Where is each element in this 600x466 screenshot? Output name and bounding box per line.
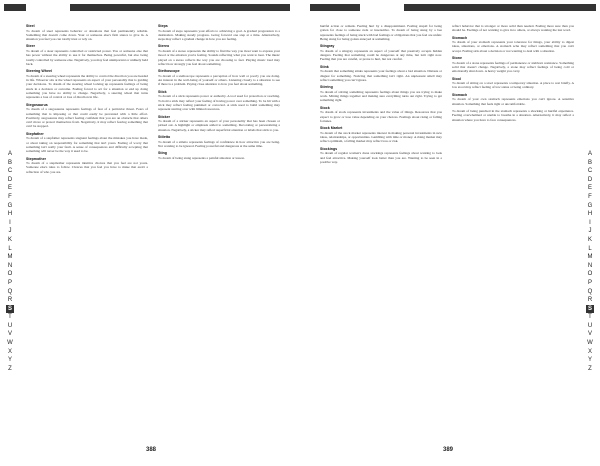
index-letter-b[interactable]: B xyxy=(7,159,12,166)
entry-definition: To dream of steel represents behavior or situations that feel permanently reliable. Something that doesn't come down. Your or someone else's firm stance to give in. A situation you feel you can totally trust or rely on. xyxy=(26,28,148,42)
entry-definition: To dream of sitting on a stool represents a temporary situation. A place to rest briefly. A low stool may reflect feeling of low status or being ordinary. xyxy=(452,81,574,90)
index-letter-p[interactable]: P xyxy=(7,279,12,286)
entry-term: Sticker xyxy=(158,114,170,119)
alphabet-index xyxy=(586,150,594,373)
index-letter-b[interactable]: B xyxy=(587,159,592,166)
dictionary-entry xyxy=(26,69,148,99)
right-page xyxy=(300,0,600,466)
index-letter-i[interactable]: I xyxy=(589,219,591,226)
index-letter-y[interactable]: Y xyxy=(7,357,12,364)
index-letter-w[interactable]: W xyxy=(587,340,593,347)
dictionary-entry xyxy=(158,90,280,112)
entry-definition: To dream of a steer represents controlled or restricted power. You or someone else that has power without the ability to use it for themselves. Being powerful, but also being totally controlled by someone else. Negatively, you may feel unimportant or unlikely held back. xyxy=(26,49,148,66)
index-letter-q[interactable]: Q xyxy=(7,288,13,295)
index-letter-x[interactable]: X xyxy=(587,348,592,355)
index-letter-z[interactable]: Z xyxy=(588,365,592,372)
entry-term: Steel xyxy=(26,24,35,28)
entry-term: Steps xyxy=(158,24,168,28)
page-number: 388 xyxy=(146,447,157,453)
entry-term: Stone xyxy=(452,56,462,61)
entry-definition: To dream of your own stomach represents emotions you can't ignore. A sensitive situation. Something that feels tight or uncomfortable. xyxy=(452,97,574,106)
index-letter-n[interactable]: N xyxy=(7,262,13,269)
index-letter-s[interactable]: S xyxy=(587,305,592,312)
column-1 xyxy=(320,24,442,444)
entry-definition: To dream of a stepfather represents stagnant feelings about the mistakes you have made, or about taking on responsibility for something that isn't yours. Feeling of worry that something isn't really your fault. A sense of consequences and difficulty accepting that something will never be the way it used to be. xyxy=(26,136,148,154)
entry-definition: To dream of a stone represents feelings of permanence or stubborn resistance. Something solid that doesn't change. Negatively, a stone may reflect feelings of being cold or emotionally shut down. A heavy weight you carry. xyxy=(452,60,574,74)
index-letter-z[interactable]: Z xyxy=(8,365,12,372)
index-letter-f[interactable]: F xyxy=(8,193,12,200)
dictionary-entry xyxy=(26,24,148,41)
column-2 xyxy=(158,24,280,444)
index-letter-h[interactable]: H xyxy=(587,211,593,218)
entry-definition: To dream of a stepmother represents intuitive choices that you feel are not yours. Someone else's rules to follow. Choices that you feel you have to make that aren't a reflection of who you are. xyxy=(26,161,148,174)
index-letter-m[interactable]: M xyxy=(7,254,13,261)
entry-term: Stockings xyxy=(320,146,338,151)
content-columns xyxy=(320,24,574,444)
entry-definition: To dream of a stick represents power or authority. A tool used for protection or reaching. To hold a stick may reflect your feeling of having power over something. To be hit with a stick may reflect feeling punished or corrected. A stick used to build something may represent starting over with limited resources. xyxy=(158,94,280,112)
index-letter-o[interactable]: O xyxy=(587,271,593,278)
page-number: 389 xyxy=(443,447,454,453)
entry-term: Sting xyxy=(158,151,167,156)
entry-definition: To dream of your stomach represents your tolerance for things, your ability to digest ideas, situations, or emotions. A stomach ache may reflect something that you can't accept. Feeling sick about a decision or not wanting to deal with a situation. xyxy=(452,40,574,53)
index-letter-d[interactable]: D xyxy=(587,176,593,183)
entry-term: Stink xyxy=(320,64,329,69)
entry-term: Stepmother xyxy=(26,156,46,161)
entry-term: Stingray xyxy=(320,44,335,49)
index-letter-e[interactable]: E xyxy=(7,185,12,192)
entry-term: Stool xyxy=(452,76,461,81)
dictionary-entry xyxy=(320,106,442,123)
index-letter-d[interactable]: D xyxy=(7,176,13,183)
entry-definition: To dream that something stinks represents your feelings about a bad situation. Distaste or disgust for something. Noticing that something isn't right. An unpleasant smell may reflect something you can't ignore. xyxy=(320,69,442,82)
index-letter-u[interactable]: U xyxy=(587,322,593,329)
dictionary-entry xyxy=(320,85,442,102)
entry-definition: hurtful action or remark. Feeling hurt by a disappointment. Feeling stupid for being gotten for close to someone rude or insensitive. To dream of being stung by a bee represents feelings of being stuck with bad feelings or obligations that you feel are unfair. Being stung for being gotten annoyed at something. xyxy=(320,24,442,41)
column-1 xyxy=(26,24,148,444)
index-letter-x[interactable]: X xyxy=(7,348,12,355)
index-letter-p[interactable]: P xyxy=(587,279,592,286)
dictionary-entry xyxy=(158,69,280,86)
entry-term: Stomach xyxy=(452,35,468,40)
index-letter-y[interactable]: Y xyxy=(587,357,592,364)
page-header-title: Steel xyxy=(44,4,56,10)
entry-term: Stomach xyxy=(452,92,468,97)
dictionary-entry xyxy=(452,77,574,90)
entry-definition: To dream of a stiletto represents feelings of confidence in how attractive you are being. Not wanting to be ignored. Feeling powerful and dangerous at the same time. xyxy=(158,139,280,148)
dictionary-entry xyxy=(158,151,280,160)
entry-term: Stepfather xyxy=(26,131,44,136)
dictionary-entry xyxy=(452,109,574,122)
dictionary-entry xyxy=(26,44,148,66)
index-letter-l[interactable]: L xyxy=(588,245,592,252)
index-letter-r[interactable]: R xyxy=(7,297,13,304)
entry-term: Steer xyxy=(26,44,35,49)
index-letter-m[interactable]: M xyxy=(587,254,593,261)
index-letter-t[interactable]: T xyxy=(588,314,592,321)
dictionary-entry xyxy=(320,44,442,61)
column-2 xyxy=(452,24,574,444)
index-letter-t[interactable]: T xyxy=(8,314,12,321)
index-letter-k[interactable]: K xyxy=(7,236,12,243)
index-letter-h[interactable]: H xyxy=(7,211,13,218)
entry-definition: To dream of regular women's dress stockings represents feelings about wanting to look and feel attractive. Making yourself look better than you are. Wanting to be seen in a positive way. xyxy=(320,151,442,164)
dictionary-entry xyxy=(158,44,280,66)
index-letter-l[interactable]: L xyxy=(8,245,12,252)
dictionary-entry xyxy=(452,36,574,53)
entry-definition: To dream of being stung represents a painful situation or lesson. xyxy=(158,155,245,160)
entry-term: Stirring xyxy=(320,85,333,90)
index-letter-e[interactable]: E xyxy=(587,185,592,192)
index-letter-c[interactable]: C xyxy=(7,168,13,175)
entry-definition: To dream of the stock market represents interest in making personal investments in new ideas, relationships, or opportunities. Gambling with time or money. A rising market may reflect optimism, a falling market may reflect loss or risk. xyxy=(320,130,442,144)
entry-definition: To dream of a sticker represents an aspect of your personality that has been chosen or picked out. A highlight or emphasis added to something. Decorating or personalizing a situation. Negatively, a sticker may reflect superficial attention or labels that stick to you. xyxy=(158,119,280,132)
dictionary-entry xyxy=(452,56,574,73)
index-letter-f[interactable]: F xyxy=(588,193,592,200)
entry-definition: To dream of a steering wheel represents the ability to control the direction you are headed in life. Whoever sits at the wheel represents an aspect of your personality that is guiding your decisions. To dream of the steering wheel locking up represents feelings of being stuck in a decision or outcome. Feeling forced to act for a situation or end up doing something you have no ability to change. Negatively, a steering wheel that turns represents a loss of control or loss of direction in life. xyxy=(26,73,148,100)
dictionary-entry xyxy=(452,93,574,106)
entry-term: Stethoscope xyxy=(158,69,180,74)
entry-term: Stick xyxy=(158,89,167,94)
entry-definition: To dream of being punched in the stomach represents a shocking or hurtful experience. Feeling overwhelmed or unable to breathe in a situation. Alternatively, it may reflect a situation where you have to face consequences. xyxy=(452,108,574,122)
dictionary-entry xyxy=(26,157,148,174)
dictionary-entry xyxy=(320,147,442,164)
index-letter-g[interactable]: G xyxy=(587,202,593,209)
dictionary-entry xyxy=(320,126,442,143)
index-letter-a[interactable]: A xyxy=(7,151,12,157)
index-letter-q[interactable]: Q xyxy=(587,288,593,295)
index-letter-u[interactable]: U xyxy=(7,322,13,329)
entry-term: Stock Market xyxy=(320,126,343,131)
entry-term: Steering Wheel xyxy=(26,69,52,74)
index-letter-a[interactable]: A xyxy=(587,151,592,157)
index-letter-o[interactable]: O xyxy=(7,271,13,278)
entry-term: Stock xyxy=(320,105,330,110)
index-letter-n[interactable]: N xyxy=(587,262,593,269)
entry-definition: reflect behavior that is stronger or more solid than needed. Feeling more sure than you should be. Feelings of not wanting to give in to others, or always wanting the last word. xyxy=(452,24,574,33)
page-header-title: Sting xyxy=(374,4,387,10)
header-bar xyxy=(310,4,596,11)
entry-term: Stiletto xyxy=(158,135,171,140)
index-letter-s[interactable]: S xyxy=(7,305,12,312)
index-letter-r[interactable]: R xyxy=(587,297,593,304)
dictionary-entry xyxy=(158,135,280,148)
entry-term: Stegosaurus xyxy=(26,102,48,107)
entry-definition: To dream of a stethoscope represents a perception of how well or poorly you are doing. An interest in the well-being of yourself or others. Listening closely to a situation to see if there is a problem. Paying close attention to how you feel about something. xyxy=(158,73,280,87)
index-letter-k[interactable]: K xyxy=(587,236,592,243)
index-letter-w[interactable]: W xyxy=(7,340,13,347)
dictionary-entry xyxy=(26,132,148,154)
dictionary-entry xyxy=(26,103,148,129)
dictionary-entry xyxy=(320,24,442,41)
index-letter-j[interactable]: J xyxy=(8,228,12,235)
entry-definition: To dream of stirring something represents feelings about things you are trying to make work. Mixing things together and making sure everything turns out right. Trying to get something right. xyxy=(320,89,442,103)
index-letter-v[interactable]: V xyxy=(587,331,592,338)
entry-definition: To dream of a stereo represents the ability to find the way you most want to express your mood or the emotion you're feeling. Sounds reflecting what you want to hear. The music played on a stereo reflects the way you are choosing to feel. Playing music loud may reflect how strongly you feel about something. xyxy=(158,49,280,66)
entry-definition: To dream of a stegosaurus represents feelings of fear of a particular threat. Fears of something that is imposing or that could easily be prevented with a little effort. Positively, stegosaurus may reflect feeling confident that you are an obstacle that others can't move or protect themselves from. Negatively, it may reflect fearing something that can't be stopped. xyxy=(26,107,148,129)
dictionary-entry xyxy=(320,65,442,82)
dictionary-entry xyxy=(452,24,574,33)
index-letter-c[interactable]: C xyxy=(587,168,593,175)
index-letter-v[interactable]: V xyxy=(7,331,12,338)
entry-definition: To dream of a stingray represents an aspect of yourself that passively accepts hidden dangers. Feeling that something could be dangerous at any time, but isn't right now. Feeling that you are careful, or prone to hurt, but not careful. xyxy=(320,48,442,62)
index-letter-j[interactable]: J xyxy=(588,228,592,235)
index-letter-i[interactable]: I xyxy=(9,219,11,226)
entry-definition: To dream of steps represents your efforts to achieving a goal. A gradual progression to a destination. Making steady progress. Going forward one step at a time. Alternatively, steps may reflect a gradual change in how you are feeling. xyxy=(158,28,280,42)
dictionary-entry xyxy=(158,115,280,132)
dictionary-entry xyxy=(158,24,280,41)
entry-definition: To dream of stock represents investments and the value of things. Resources that you expect to grow or lose value depending on your choices. Feelings about rising or falling fortunes. xyxy=(320,110,442,123)
content-columns xyxy=(26,24,280,444)
index-letter-g[interactable]: G xyxy=(7,202,13,209)
alphabet-index xyxy=(6,150,14,373)
entry-term: Stereo xyxy=(158,44,170,49)
